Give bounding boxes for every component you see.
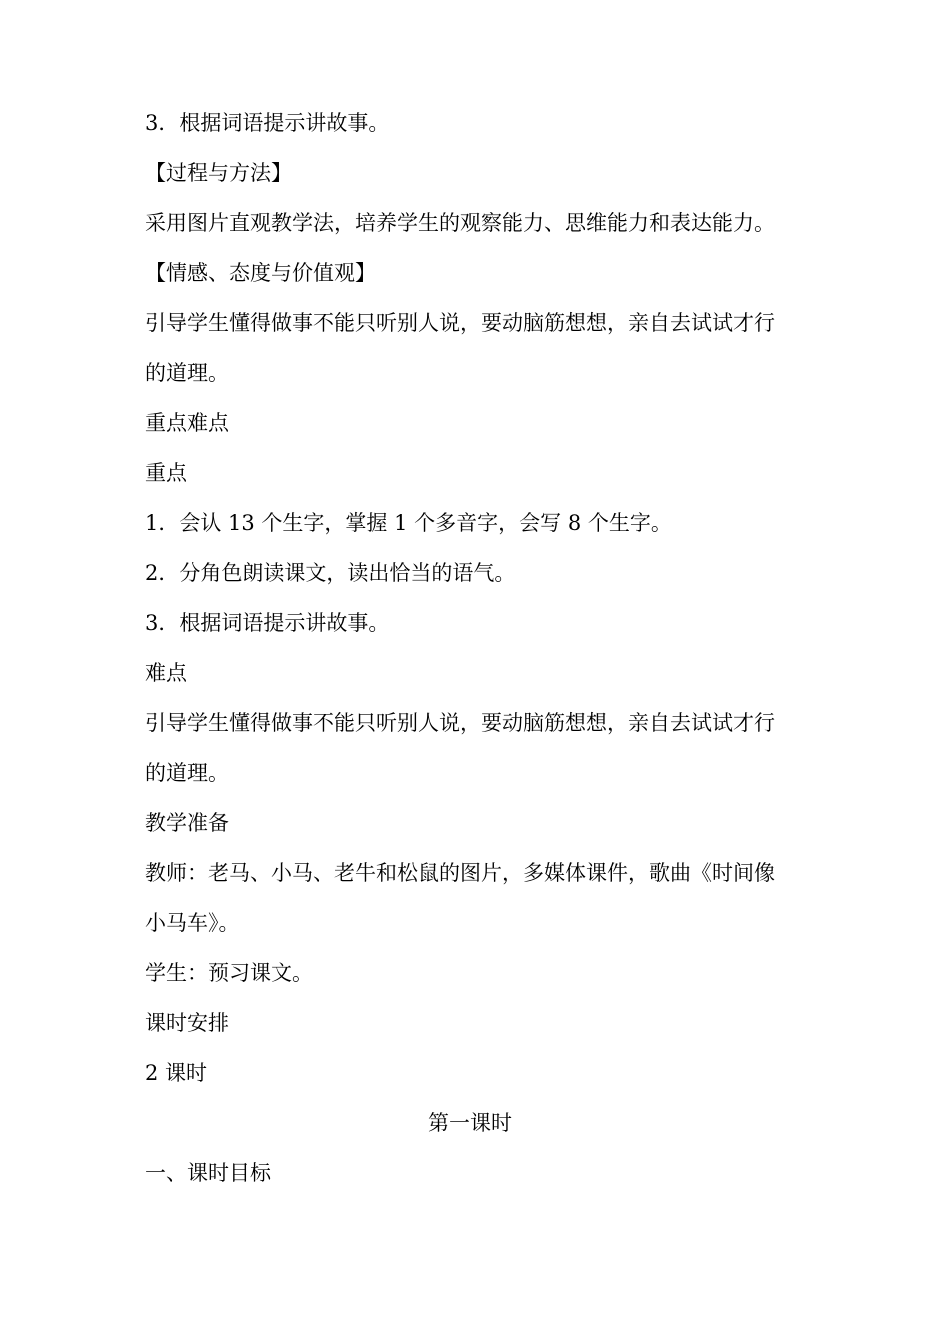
teacher-preparation-line-2: 小马车》。 [145, 911, 240, 935]
heading-teaching-preparation: 教学准备 [145, 811, 229, 835]
student-preparation: 学生：预习课文。 [145, 961, 313, 985]
key-point-item-3: 3．根据词语提示讲故事。 [145, 611, 390, 635]
section-heading-emotion-values: 【情感、态度与价值观】 [145, 261, 376, 285]
document-body [145, 98, 825, 1198]
lesson-goals-heading: 一、课时目标 [145, 1161, 271, 1185]
heading-lesson-schedule: 课时安排 [145, 1011, 229, 1035]
section-heading-process-method: 【过程与方法】 [145, 161, 292, 185]
heading-key-difficult-points: 重点难点 [145, 411, 229, 435]
difficult-point-text-line-2: 的道理。 [145, 761, 229, 785]
teacher-preparation-line-1: 教师：老马、小马、老牛和松鼠的图片，多媒体课件，歌曲《时间像 [145, 861, 775, 885]
heading-key-points: 重点 [145, 461, 187, 485]
process-method-text: 采用图片直观教学法，培养学生的观察能力、思维能力和表达能力。 [145, 211, 775, 235]
emotion-values-text-line-1: 引导学生懂得做事不能只听别人说，要动脑筋想想，亲自去试试才行 [145, 311, 775, 335]
goal-item-3: 3．根据词语提示讲故事。 [145, 111, 390, 135]
key-point-item-1: 1．会认 13 个生字，掌握 1 个多音字，会写 8 个生字。 [145, 511, 672, 535]
emotion-values-text-line-2: 的道理。 [145, 361, 229, 385]
difficult-point-text-line-1: 引导学生懂得做事不能只听别人说，要动脑筋想想，亲自去试试才行 [145, 711, 775, 735]
key-point-item-2: 2．分角色朗读课文，读出恰当的语气。 [145, 561, 516, 585]
heading-difficult-points: 难点 [145, 661, 187, 685]
lesson-one-title: 第一课时 [428, 1111, 512, 1135]
lesson-count: 2 课时 [145, 1061, 208, 1085]
